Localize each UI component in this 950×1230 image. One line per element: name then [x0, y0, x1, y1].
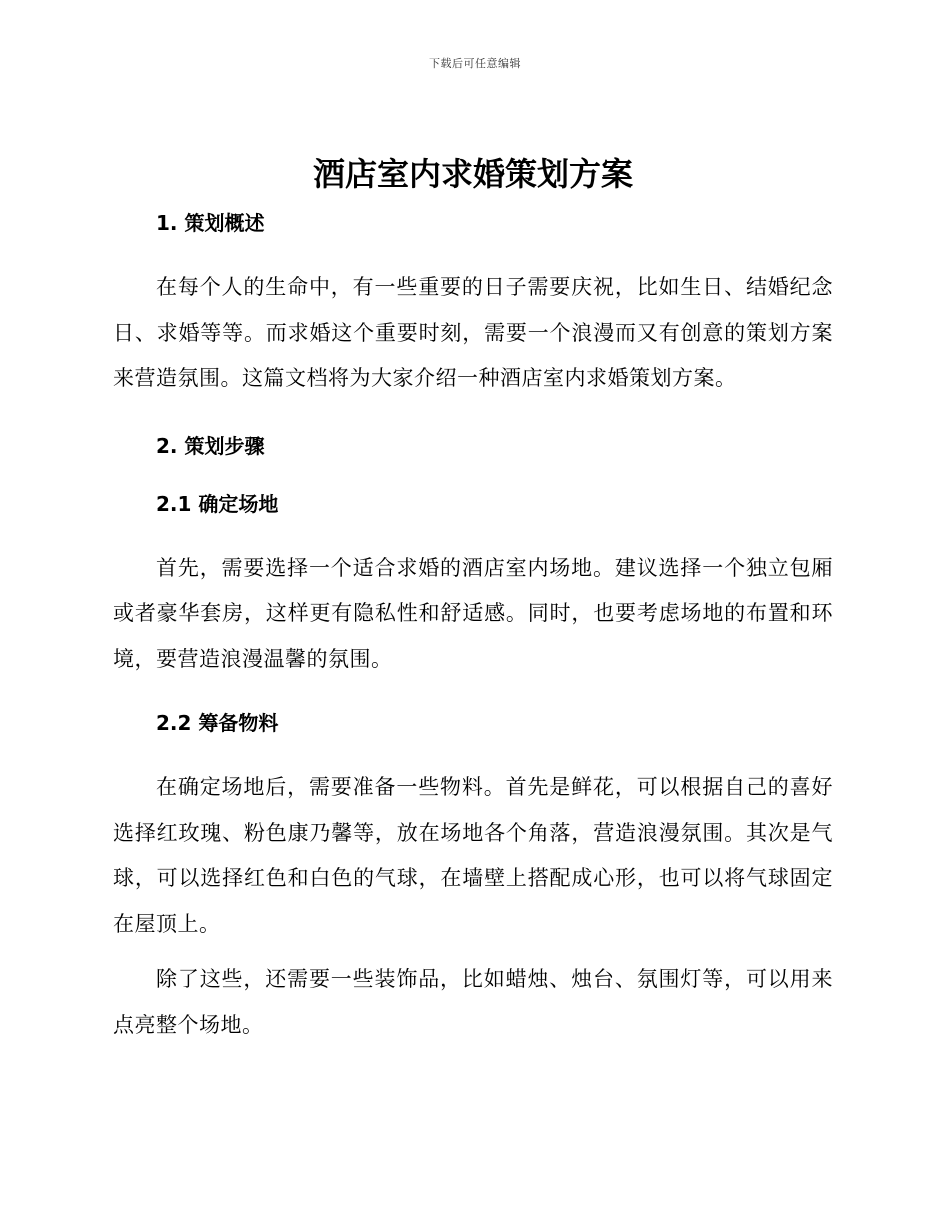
section-heading-steps: 2. 策划步骤: [156, 433, 265, 458]
paragraph-decorations: 除了这些，还需要一些装饰品，比如蜡烛、烛台、氛围灯等，可以用来点亮整个场地。: [113, 967, 833, 1037]
section-heading-materials: 2.2 筹备物料: [156, 711, 279, 735]
section-heading-venue: 2.1 确定场地: [156, 491, 279, 516]
page-header: 下载后可任意编辑: [429, 57, 521, 70]
document-title: 酒店室内求婚策划方案: [312, 155, 633, 193]
paragraph-materials: 在确定场地后，需要准备一些物料。首先是鲜花，可以根据自己的喜好选择红玫瑰、粉色康乃馨等，放在场地各个角落，营造浪漫氛围。其次是气球，可以选择红色和白色的气球，在墙壁上搭配成心形，也可以将气球固定在屋顶上。: [113, 775, 833, 936]
section-heading-overview: 1. 策划概述: [156, 211, 265, 235]
paragraph-overview: 在每个人的生命中，有一些重要的日子需要庆祝，比如生日、结婚纪念日、求婚等等。而求婚这个重要时刻，需要一个浪漫而又有创意的策划方案来营造氛围。这篇文档将为大家介绍一种酒店室内求婚策划方案。: [113, 275, 833, 390]
document-body: [113, 150, 833, 1048]
paragraph-venue: 首先，需要选择一个适合求婚的酒店室内场地。建议选择一个独立包厢或者豪华套房，这样更有隐私性和舒适感。同时，也要考虑场地的布置和环境，要营造浪漫温馨的氛围。: [113, 555, 833, 671]
